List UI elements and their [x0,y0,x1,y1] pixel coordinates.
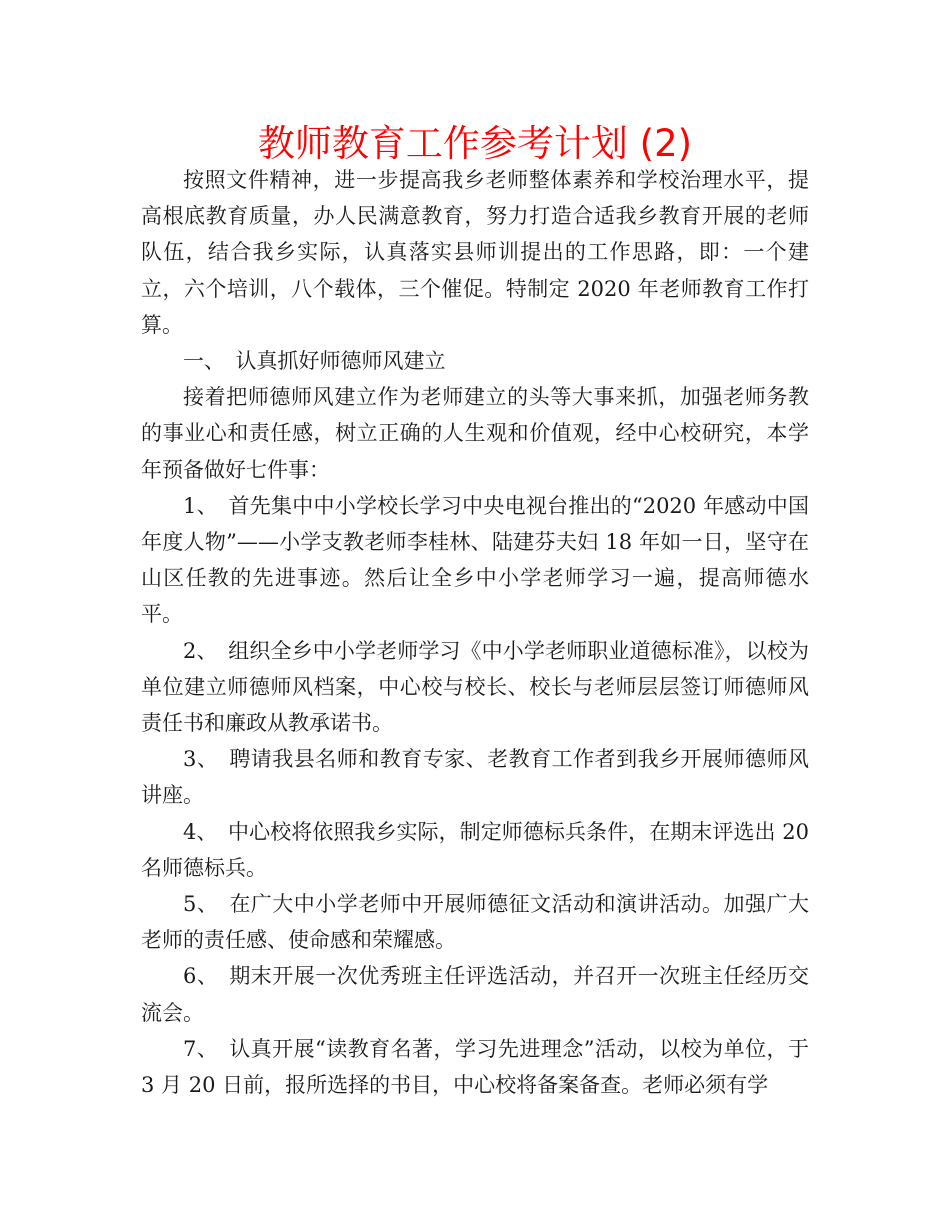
list-item-5: 5、 在广大中小学老师中开展师德征文活动和演讲活动。加强广大老师的责任感、使命感和荣耀感。 [141,892,809,953]
list-item-7: 7、 认真开展“读教育名著，学习先进理念”活动，以校为单位，于 3 月 20 日前，报所选择的书目，中心校将备案备查。老师必须有学 [141,1036,809,1098]
list-item-4: 4、 中心校将依照我乡实际，制定师德标兵条件，在期末评选出 20 名师德标兵。 [141,819,809,880]
paragraph-intro: 按照文件精神，进一步提高我乡老师整体素养和学校治理水平，提高根底教育质量，办人民满意教育，努力打造合适我乡教育开展的老师队伍，结合我乡实际，认真落实县师训提出的工作思路，即：一个建立，六个培训，八个载体，三个催促。特制定 2020 年老师教育工作打算。 [141,168,809,337]
document-body [141,162,809,1103]
list-item-6: 6、 期末开展一次优秀班主任评选活动，并召开一次班主任经历交流会。 [141,964,809,1025]
paragraph-section-1-intro: 接着把师德师风建立作为老师建立的头等大事来抓，加强老师务教的事业心和责任感，树立正确的人生观和价值观，经中心校研究，本学年预备做好七件事： [141,385,809,482]
list-item-3: 3、 聘请我县名师和教育专家、老教育工作者到我乡开展师德师风讲座。 [141,747,809,808]
document-title: 教师教育工作参考计划 (2) [257,122,693,165]
section-heading-1: 一、 认真抓好师德师风建立 [183,349,446,374]
list-item-1: 1、 首先集中中小学校长学习中央电视台推出的“2020 年感动中国年度人物”——小学支教老师李桂林、陆建芬夫妇 18 年如一日，坚守在山区任教的先进事迹。然后让全乡中小学老师学习一遍，提高师德水平。 [141,493,809,627]
list-item-2: 2、 组织全乡中小学老师学习《中小学老师职业道德标准》，以校为单位建立师德师风档案，中心校与校长、校长与老师层层签订师德师风责任书和廉政从教承诺书。 [141,638,809,736]
